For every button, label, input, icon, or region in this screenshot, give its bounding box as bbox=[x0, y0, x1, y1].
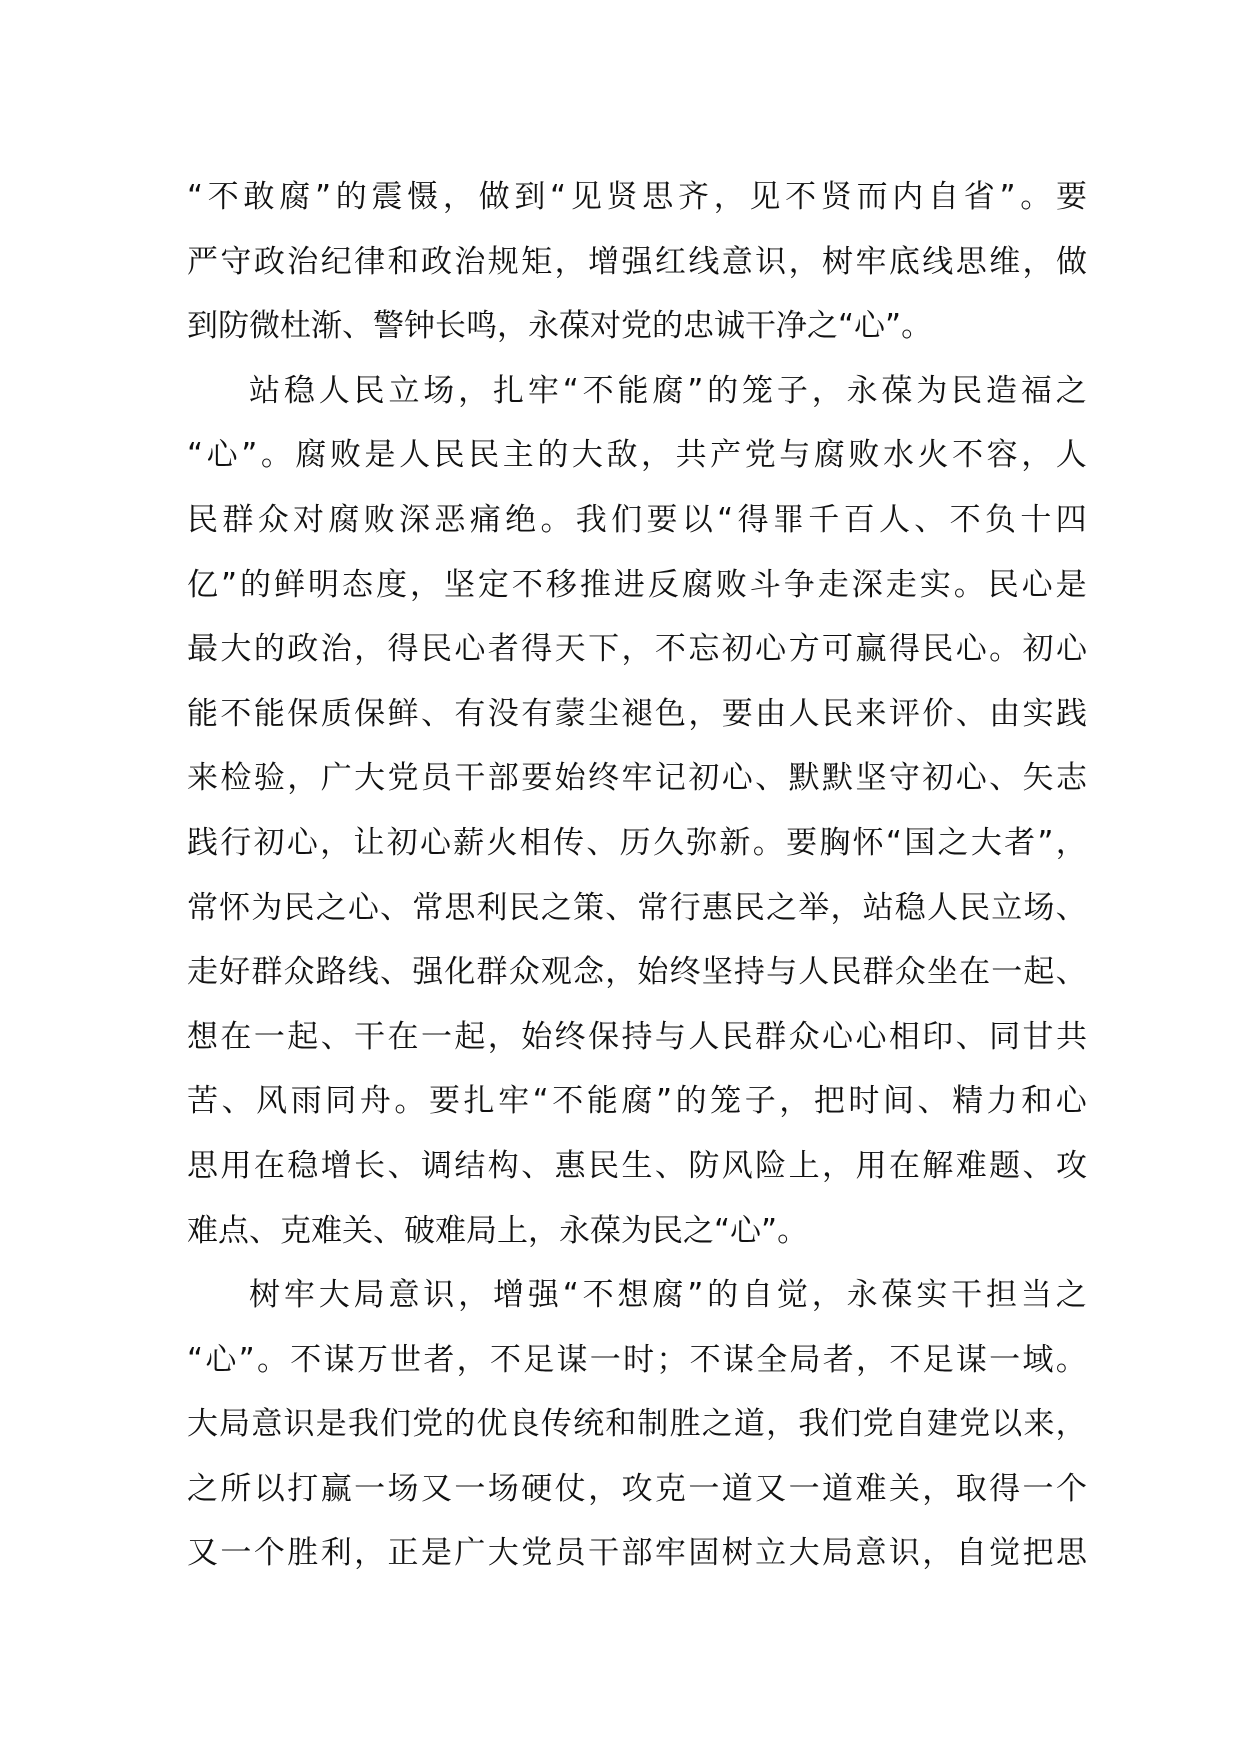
text-line: 又 一 个 胜 利 ， 正 是 广 大 党 员 干 部 牢 固 树 立 大 局 意 识 ， 自 觉 把 思 bbox=[187, 1535, 1087, 1572]
text-line: 亿 ” 的 鲜 明 态 度 ， 坚 定 不 移 推 进 反 腐 败 斗 争 走 深 走 实 。 民 心 是 bbox=[187, 566, 1087, 603]
text-line: 践 行 初 心 ， 让 初 心 薪 火 相 传 、 历 久 弥 新 。 要 胸 怀 “ 国 之 大 者 ” ， bbox=[187, 824, 1087, 861]
text-line: 能 不 能 保 质 保 鲜 、 有 没 有 蒙 尘 褪 色 ， 要 由 人 民 来 评 价 、 由 实 践 bbox=[187, 695, 1087, 732]
text-line: 到防微杜渐、警钟长鸣，永葆对党的忠诚干净之“心”。 bbox=[187, 308, 933, 345]
text-line: “ 不 敢 腐 ” 的 震 慑 ， 做 到 “ 见 贤 思 齐 ， 见 不 贤 而 内 自 省 ” 。 要 bbox=[187, 179, 1087, 215]
text-line: 常 怀 为 民 之 心 、 常 思 利 民 之 策 、 常 行 惠 民 之 举 ， 站 稳 人 民 立 场 、 bbox=[187, 889, 1087, 926]
text-line: 思 用 在 稳 增 长 、 调 结 构 、 惠 民 生 、 防 风 险 上 ， 用 在 解 难 题 、 攻 bbox=[187, 1147, 1087, 1184]
body-text bbox=[187, 165, 1087, 1586]
text-line: “ 心 ” 。 不 谋 万 世 者 ， 不 足 谋 一 时 ； 不 谋 全 局 者 ， 不 足 谋 一 域 。 bbox=[187, 1341, 1087, 1378]
text-line: 严 守 政 治 纪 律 和 政 治 规 矩 ， 增 强 红 线 意 识 ， 树 牢 底 线 思 维 ， 做 bbox=[187, 243, 1087, 280]
text-line: 走 好 群 众 路 线 、 强 化 群 众 观 念 ， 始 终 坚 持 与 人 民 群 众 坐 在 一 起 、 bbox=[187, 954, 1087, 991]
paragraph-first-line: 树 牢 大 局 意 识 ， 增 强 “ 不 想 腐 ” 的 自 觉 ， 永 葆 实 干 担 当 之 bbox=[249, 1277, 1087, 1314]
text-line: “ 心 ” 。 腐 败 是 人 民 民 主 的 大 敌 ， 共 产 党 与 腐 败 水 火 不 容 ， 人 bbox=[187, 437, 1087, 474]
text-line: 最 大 的 政 治 ， 得 民 心 者 得 天 下 ， 不 忘 初 心 方 可 赢 得 民 心 。 初 心 bbox=[187, 631, 1087, 668]
text-line: 来 检 验 ， 广 大 党 员 干 部 要 始 终 牢 记 初 心 、 默 默 坚 守 初 心 、 矢 志 bbox=[187, 760, 1087, 797]
paragraph-first-line: 站 稳 人 民 立 场 ， 扎 牢 “ 不 能 腐 ” 的 笼 子 ， 永 葆 为 民 造 福 之 bbox=[249, 372, 1087, 409]
text-line: 苦 、 风 雨 同 舟 。 要 扎 牢 “ 不 能 腐 ” 的 笼 子 ， 把 时 间 、 精 力 和 心 bbox=[187, 1083, 1087, 1120]
text-line: 大 局 意 识 是 我 们 党 的 优 良 传 统 和 制 胜 之 道 ， 我 们 党 自 建 党 以 来 ， bbox=[187, 1406, 1087, 1443]
text-line: 难点、克难关、破难局上，永葆为民之“心”。 bbox=[187, 1212, 809, 1249]
text-line: 民 群 众 对 腐 败 深 恶 痛 绝 。 我 们 要 以 “ 得 罪 千 百 人 、 不 负 十 四 bbox=[187, 501, 1087, 538]
text-line: 之 所 以 打 赢 一 场 又 一 场 硬 仗 ， 攻 克 一 道 又 一 道 难 关 ， 取 得 一 个 bbox=[187, 1470, 1087, 1507]
text-line: 想 在 一 起 、 干 在 一 起 ， 始 终 保 持 与 人 民 群 众 心 心 相 印 、 同 甘 共 bbox=[187, 1018, 1087, 1055]
